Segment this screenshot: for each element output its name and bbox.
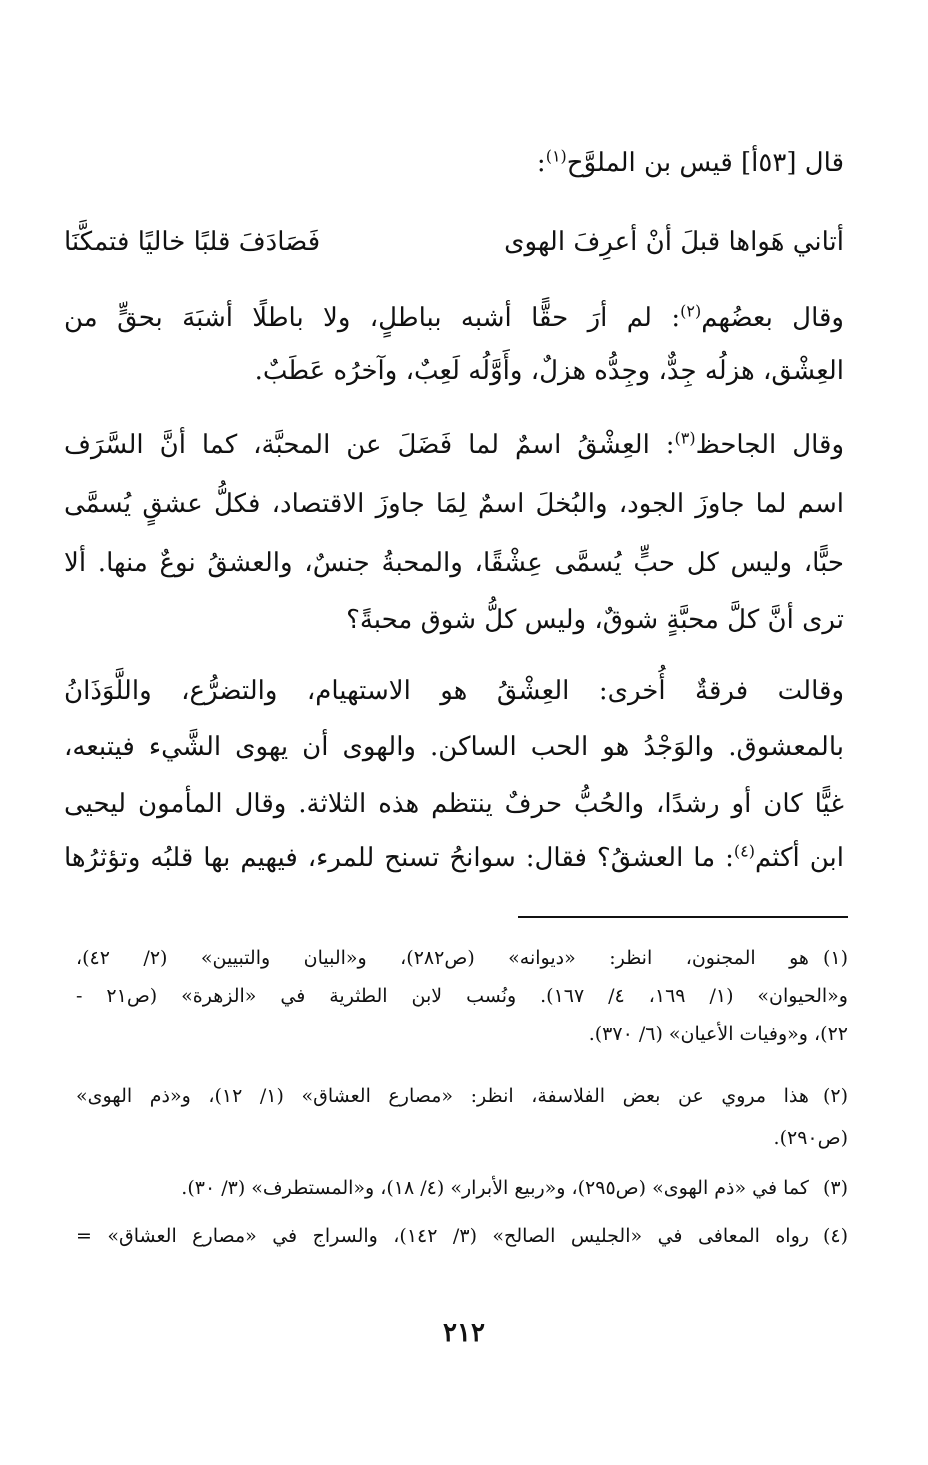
para1-line1 [64,298,844,338]
footnote-2-number: (٢) [822,1085,848,1107]
verse-first-hemistich: أتاني هَواها قبلَ أنْ أعرِفَ الهوى [504,227,844,257]
footnote-4-number: (٤) [822,1225,848,1247]
footnote-ref-1: (١) [545,146,567,166]
footnote-1-line1 [76,940,848,976]
para3-lead: ابن أكثم [754,843,844,873]
intro-line [64,143,844,183]
page-number: ٢١٢ [443,1318,485,1348]
footnote-2-line1 [76,1078,848,1114]
footnote-1-line3: ٢٢)، و«وفيات الأعيان» (٦/ ٣٧٠). [588,1023,848,1045]
para1-line2: العِشْق، هزلُه جِدٌّ، وجِدُّه هزلٌ، وأَوَّلُه لَعِبٌ، وآخرُه عَطَبٌ. [254,356,844,386]
footnote-ref-2: (٢) [680,301,702,321]
para2-line3: حبًّا، وليس كل حبٍّ يُسمَّى عِشْقًا، والمحبةُ جنسٌ، والعشقُ نوعٌ منها. ألا [64,548,844,578]
para3-line1: وقالت فرقةٌ أُخرى: العِشْقُ هو الاستهيام، والتضرُّع، واللَّوَذَانُ [64,676,844,706]
para3-line3: غيًّا كان أو رشدًا، والحُبُّ حرفٌ ينتظم هذه الثلاثة. وقال المأمون ليحيى [64,789,844,819]
footnote-3-line1 [76,1170,848,1206]
footnote-1-line2: و«الحيوان» (١/ ١٦٩، ٤/ ١٦٧). ونُسب لابن الطثرية في «الزهرة» (ص٢١ - [76,985,848,1007]
para2-line2: اسم لما جاوزَ الجود، والبُخلَ اسمٌ لِمَا جاوزَ الاقتصاد، فكلُّ عشقٍ يُسمَّى [64,489,844,519]
para2-rest: : العِشْقُ اسمٌ لما فَضَلَ عن المحبَّة، كما أنَّ السَّرَف [64,430,675,460]
para3-line4 [64,838,844,878]
footnote-3-number: (٣) [822,1177,848,1199]
footnote-4-line1 [76,1218,848,1254]
footnote-1-text: هو المجنون، انظر: «ديوانه» (ص٢٨٢)، و«البيان والتبيين» (٢/ ٤٢)، [76,947,809,969]
footnote-3-text: كما في «ذم الهوى» (ص٢٩٥)، و«ربيع الأبرار» (٤/ ١٨)، و«المستطرف» (٣/ ٣٠). [181,1177,809,1199]
para2-lead: وقال الجاحظ [695,430,844,460]
para1-lead: وقال بعضُهم [701,303,844,333]
para3-rest: : ما العشقُ؟ فقال: سوانحُ تسنح للمرء، فيهيم بها قلبُه وتؤثرُها [64,843,734,873]
verse-second-hemistich: فَصَادَفَ قلبًا خاليًا فتمكَّنَا [64,227,321,257]
para2-line1 [64,425,844,465]
poem-verse [64,222,844,262]
intro-text: قال [٥٣أ] قيس بن الملوَّح [566,148,844,178]
footnote-ref-3: (٣) [674,428,696,448]
para3-line2: بالمعشوق. والوَجْدُ هو الحب الساكن. والهوى أن يهوى الشَّيء فيتبعه، [64,732,844,762]
intro-colon: : [536,148,546,178]
footnote-1-number: (١) [822,947,848,969]
para1-rest: : لم أرَ حقًّا أشبه بباطلٍ، ولا باطلًا أشبَهَ بحقٍّ من [64,303,681,333]
footnote-2-text: هذا مروي عن بعض الفلاسفة، انظر: «مصارع العشاق» (١/ ١٢)، و«ذم الهوى» [76,1085,809,1107]
footnote-4-text: رواه المعافى في «الجليس الصالح» (٣/ ١٤٢)، والسراج في «مصارع العشاق» = [76,1225,809,1247]
footnote-separator [518,916,848,918]
para2-line4: ترى أنَّ كلَّ محبَّةٍ شوقٌ، وليس كلُّ شوق محبةً؟ [346,605,844,635]
footnote-ref-4: (٤) [733,841,755,861]
footnote-2-line2: (ص٢٩٠). [773,1127,848,1149]
